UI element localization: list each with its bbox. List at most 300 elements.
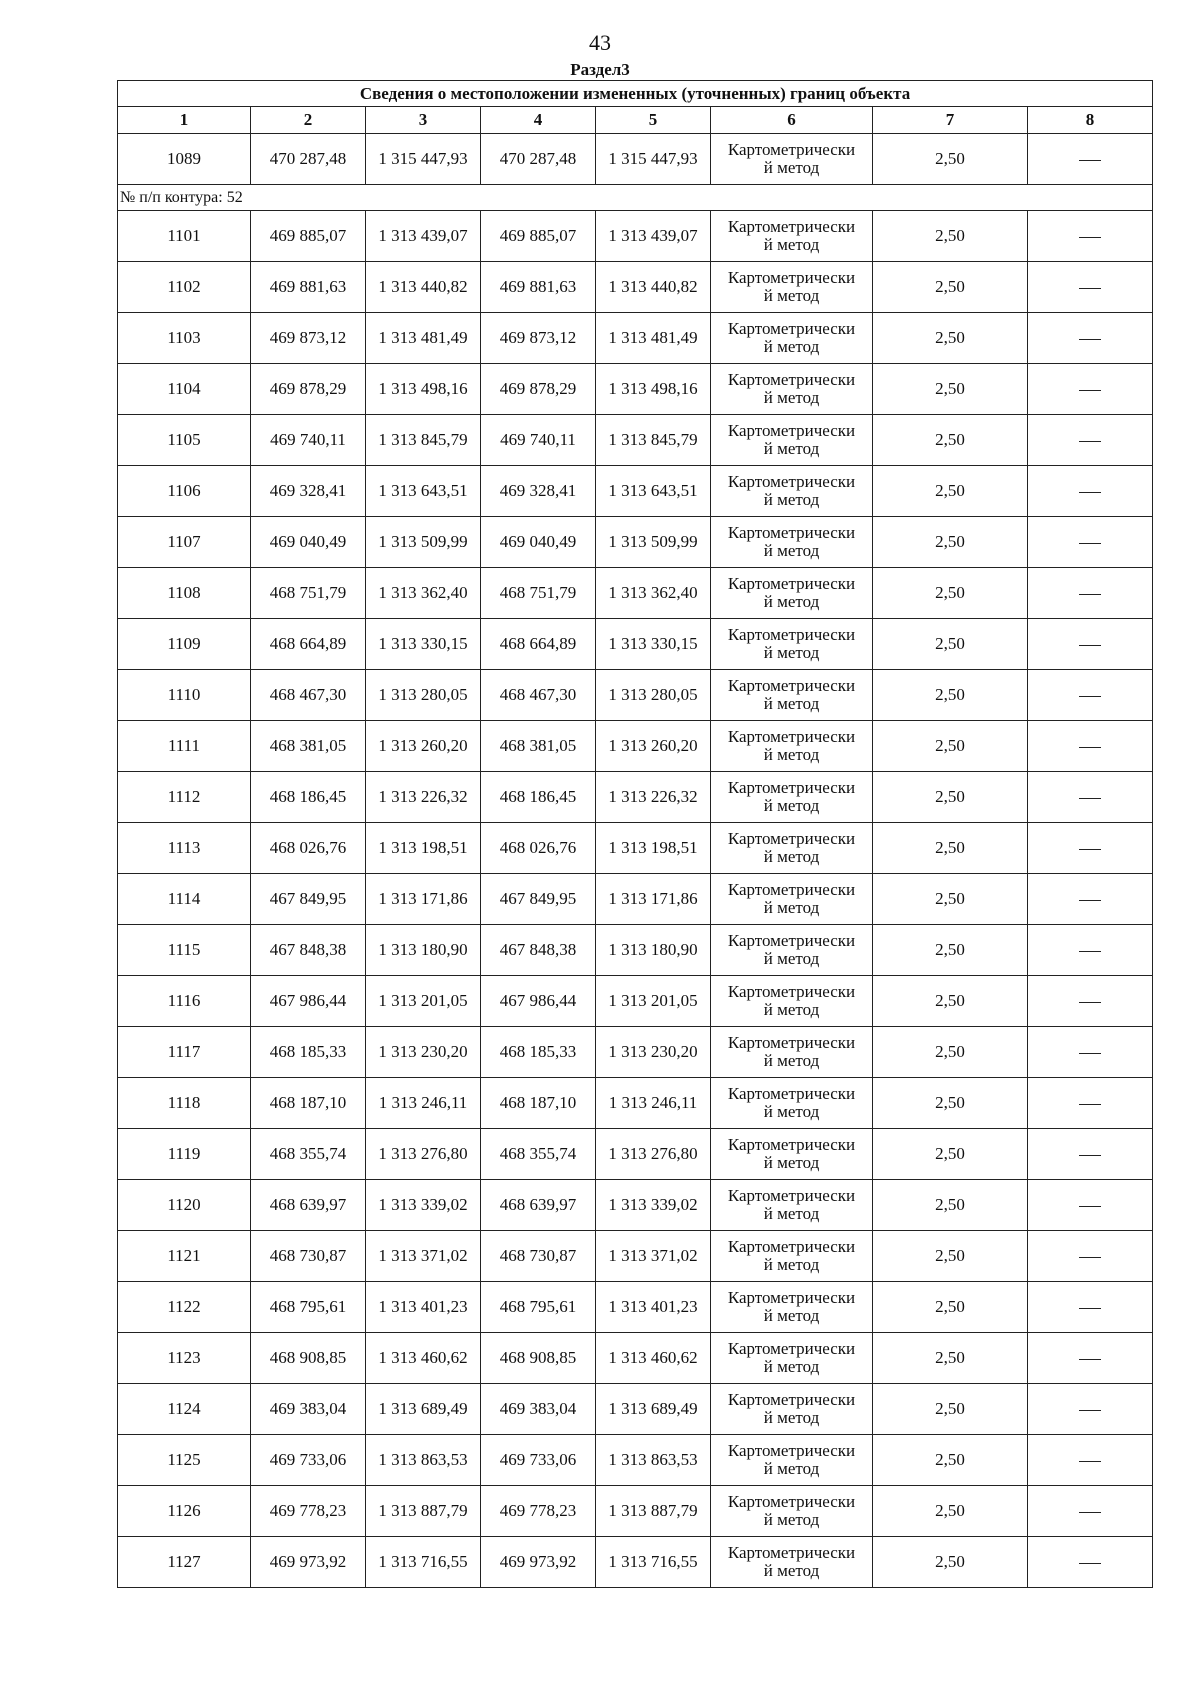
x-refined: 468 187,10 — [481, 1078, 596, 1129]
x-existing: 469 778,23 — [251, 1486, 366, 1537]
point-number: 1117 — [118, 1027, 251, 1078]
point-number: 1106 — [118, 466, 251, 517]
method-cell — [711, 1231, 873, 1282]
y-refined: 1 313 362,40 — [596, 568, 711, 619]
y-existing: 1 313 180,90 — [366, 925, 481, 976]
method-line2: й метод — [763, 1000, 820, 1019]
point-number: 1122 — [118, 1282, 251, 1333]
accuracy-cell: 2,50 — [873, 1282, 1028, 1333]
method-line1: Картометрически — [727, 676, 856, 695]
y-refined: 1 313 863,53 — [596, 1435, 711, 1486]
dash-cell — [1028, 1384, 1153, 1435]
dash-cell — [1028, 313, 1153, 364]
y-existing: 1 313 887,79 — [366, 1486, 481, 1537]
method-cell — [711, 134, 873, 185]
x-existing: 468 026,76 — [251, 823, 366, 874]
dash-cell — [1028, 1333, 1153, 1384]
y-existing: 1 313 460,62 — [366, 1333, 481, 1384]
column-header: 5 — [596, 107, 711, 134]
x-existing: 468 908,85 — [251, 1333, 366, 1384]
method-line2: й метод — [763, 1102, 820, 1121]
y-existing: 1 313 509,99 — [366, 517, 481, 568]
x-existing: 470 287,48 — [251, 134, 366, 185]
dash-mark — [1079, 594, 1101, 595]
method-line1: Картометрически — [727, 778, 856, 797]
method-line1: Картометрически — [727, 140, 856, 159]
y-existing: 1 313 230,20 — [366, 1027, 481, 1078]
point-number: 1102 — [118, 262, 251, 313]
x-refined: 468 026,76 — [481, 823, 596, 874]
dash-cell — [1028, 568, 1153, 619]
table-row — [118, 1435, 1153, 1486]
accuracy-cell: 2,50 — [873, 1078, 1028, 1129]
y-existing: 1 315 447,93 — [366, 134, 481, 185]
y-refined: 1 313 460,62 — [596, 1333, 711, 1384]
dash-cell — [1028, 874, 1153, 925]
y-refined: 1 313 689,49 — [596, 1384, 711, 1435]
table-row — [118, 1486, 1153, 1537]
y-existing: 1 313 226,32 — [366, 772, 481, 823]
column-header: 6 — [711, 107, 873, 134]
x-refined: 468 355,74 — [481, 1129, 596, 1180]
table-row — [118, 1129, 1153, 1180]
x-existing: 469 878,29 — [251, 364, 366, 415]
dash-mark — [1079, 1155, 1101, 1156]
dash-mark — [1079, 492, 1101, 493]
accuracy-cell: 2,50 — [873, 976, 1028, 1027]
x-refined: 468 795,61 — [481, 1282, 596, 1333]
table-row — [118, 1027, 1153, 1078]
method-cell — [711, 976, 873, 1027]
method-cell — [711, 211, 873, 262]
table-row — [118, 262, 1153, 313]
y-refined: 1 313 230,20 — [596, 1027, 711, 1078]
x-refined: 468 639,97 — [481, 1180, 596, 1231]
method-line1: Картометрически — [727, 625, 856, 644]
x-refined: 470 287,48 — [481, 134, 596, 185]
x-refined: 468 664,89 — [481, 619, 596, 670]
dash-cell — [1028, 1435, 1153, 1486]
table-row — [118, 823, 1153, 874]
x-existing: 469 881,63 — [251, 262, 366, 313]
dash-cell — [1028, 364, 1153, 415]
point-number: 1120 — [118, 1180, 251, 1231]
y-existing: 1 313 845,79 — [366, 415, 481, 466]
accuracy-cell: 2,50 — [873, 1231, 1028, 1282]
dash-cell — [1028, 925, 1153, 976]
y-refined: 1 313 643,51 — [596, 466, 711, 517]
column-header: 4 — [481, 107, 596, 134]
x-refined: 468 908,85 — [481, 1333, 596, 1384]
y-existing: 1 313 362,40 — [366, 568, 481, 619]
dash-cell — [1028, 1537, 1153, 1588]
dash-mark — [1079, 1053, 1101, 1054]
point-number: 1103 — [118, 313, 251, 364]
table-row — [118, 1282, 1153, 1333]
point-number: 1119 — [118, 1129, 251, 1180]
table-row — [118, 772, 1153, 823]
accuracy-cell: 2,50 — [873, 823, 1028, 874]
x-existing: 467 849,95 — [251, 874, 366, 925]
method-line2: й метод — [763, 1510, 820, 1529]
dash-cell — [1028, 415, 1153, 466]
dash-mark — [1079, 1104, 1101, 1105]
x-refined: 469 733,06 — [481, 1435, 596, 1486]
x-existing: 468 751,79 — [251, 568, 366, 619]
method-line2: й метод — [763, 1204, 820, 1223]
y-existing: 1 313 198,51 — [366, 823, 481, 874]
method-cell — [711, 313, 873, 364]
dash-mark — [1079, 543, 1101, 544]
accuracy-cell: 2,50 — [873, 925, 1028, 976]
y-refined: 1 313 371,02 — [596, 1231, 711, 1282]
method-line2: й метод — [763, 337, 820, 356]
accuracy-cell: 2,50 — [873, 517, 1028, 568]
y-refined: 1 313 439,07 — [596, 211, 711, 262]
dash-cell — [1028, 619, 1153, 670]
method-line1: Картометрически — [727, 472, 856, 491]
point-number: 1125 — [118, 1435, 251, 1486]
accuracy-cell: 2,50 — [873, 670, 1028, 721]
x-refined: 468 185,33 — [481, 1027, 596, 1078]
x-refined: 469 881,63 — [481, 262, 596, 313]
y-existing: 1 313 339,02 — [366, 1180, 481, 1231]
column-header: 7 — [873, 107, 1028, 134]
method-line2: й метод — [763, 1459, 820, 1478]
dash-mark — [1079, 390, 1101, 391]
method-line2: й метод — [763, 694, 820, 713]
method-cell — [711, 1027, 873, 1078]
point-number: 1115 — [118, 925, 251, 976]
dash-mark — [1079, 1563, 1101, 1564]
method-line2: й метод — [763, 592, 820, 611]
dash-cell — [1028, 1180, 1153, 1231]
x-existing: 468 795,61 — [251, 1282, 366, 1333]
accuracy-cell: 2,50 — [873, 1180, 1028, 1231]
method-cell — [711, 1078, 873, 1129]
method-line1: Картометрически — [727, 1135, 856, 1154]
accuracy-cell: 2,50 — [873, 1333, 1028, 1384]
contour-row — [118, 185, 1153, 211]
method-cell — [711, 721, 873, 772]
method-line2: й метод — [763, 388, 820, 407]
method-cell — [711, 619, 873, 670]
method-line2: й метод — [763, 1561, 820, 1580]
point-number: 1123 — [118, 1333, 251, 1384]
method-line2: й метод — [763, 235, 820, 254]
x-existing: 469 973,92 — [251, 1537, 366, 1588]
x-refined: 469 878,29 — [481, 364, 596, 415]
x-existing: 468 467,30 — [251, 670, 366, 721]
y-refined: 1 313 339,02 — [596, 1180, 711, 1231]
x-refined: 469 328,41 — [481, 466, 596, 517]
point-number: 1114 — [118, 874, 251, 925]
x-refined: 469 383,04 — [481, 1384, 596, 1435]
dash-cell — [1028, 466, 1153, 517]
dash-mark — [1079, 1461, 1101, 1462]
point-number: 1112 — [118, 772, 251, 823]
table-row — [118, 466, 1153, 517]
dash-cell — [1028, 721, 1153, 772]
accuracy-cell: 2,50 — [873, 466, 1028, 517]
y-refined: 1 313 180,90 — [596, 925, 711, 976]
point-number: 1121 — [118, 1231, 251, 1282]
dash-mark — [1079, 747, 1101, 748]
y-refined: 1 313 498,16 — [596, 364, 711, 415]
dash-mark — [1079, 441, 1101, 442]
method-line2: й метод — [763, 1051, 820, 1070]
x-refined: 468 186,45 — [481, 772, 596, 823]
table-row — [118, 976, 1153, 1027]
point-number: 1111 — [118, 721, 251, 772]
method-line2: й метод — [763, 541, 820, 560]
accuracy-cell: 2,50 — [873, 415, 1028, 466]
method-line1: Картометрически — [727, 1237, 856, 1256]
dash-cell — [1028, 772, 1153, 823]
y-existing: 1 313 498,16 — [366, 364, 481, 415]
x-existing: 469 040,49 — [251, 517, 366, 568]
method-line2: й метод — [763, 1357, 820, 1376]
x-existing: 469 873,12 — [251, 313, 366, 364]
y-existing: 1 313 440,82 — [366, 262, 481, 313]
method-line1: Картометрически — [727, 1339, 856, 1358]
method-line2: й метод — [763, 1255, 820, 1274]
y-existing: 1 313 481,49 — [366, 313, 481, 364]
method-line2: й метод — [763, 643, 820, 662]
x-refined: 467 986,44 — [481, 976, 596, 1027]
dash-mark — [1079, 339, 1101, 340]
dash-mark — [1079, 951, 1101, 952]
accuracy-cell: 2,50 — [873, 1537, 1028, 1588]
y-existing: 1 313 863,53 — [366, 1435, 481, 1486]
method-line1: Картометрически — [727, 1543, 856, 1562]
accuracy-cell: 2,50 — [873, 1384, 1028, 1435]
y-refined: 1 313 276,80 — [596, 1129, 711, 1180]
dash-mark — [1079, 1002, 1101, 1003]
dash-mark — [1079, 1512, 1101, 1513]
y-refined: 1 313 481,49 — [596, 313, 711, 364]
y-refined: 1 313 198,51 — [596, 823, 711, 874]
method-line1: Картометрически — [727, 982, 856, 1001]
method-cell — [711, 466, 873, 517]
method-line1: Картометрически — [727, 523, 856, 542]
method-line1: Картометрически — [727, 829, 856, 848]
point-number: 1124 — [118, 1384, 251, 1435]
table-row — [118, 1231, 1153, 1282]
x-existing: 469 328,41 — [251, 466, 366, 517]
dash-cell — [1028, 517, 1153, 568]
y-existing: 1 313 371,02 — [366, 1231, 481, 1282]
method-line2: й метод — [763, 898, 820, 917]
method-line2: й метод — [763, 1153, 820, 1172]
x-existing: 468 355,74 — [251, 1129, 366, 1180]
table-row — [118, 1384, 1153, 1435]
dash-cell — [1028, 1078, 1153, 1129]
method-line1: Картометрически — [727, 319, 856, 338]
method-line1: Картометрически — [727, 574, 856, 593]
x-refined: 469 740,11 — [481, 415, 596, 466]
x-refined: 468 381,05 — [481, 721, 596, 772]
method-cell — [711, 823, 873, 874]
table-row — [118, 1333, 1153, 1384]
method-line1: Картометрически — [727, 1288, 856, 1307]
coordinates-table — [117, 80, 1153, 1588]
method-cell — [711, 517, 873, 568]
accuracy-cell: 2,50 — [873, 874, 1028, 925]
y-refined: 1 313 401,23 — [596, 1282, 711, 1333]
page-number: 43 — [589, 30, 611, 55]
point-number: 1101 — [118, 211, 251, 262]
y-refined: 1 313 330,15 — [596, 619, 711, 670]
column-header-row — [118, 107, 1153, 134]
table-row — [118, 415, 1153, 466]
method-line1: Картометрически — [727, 1492, 856, 1511]
x-refined: 469 973,92 — [481, 1537, 596, 1588]
x-refined: 468 751,79 — [481, 568, 596, 619]
point-number: 1104 — [118, 364, 251, 415]
x-refined: 469 778,23 — [481, 1486, 596, 1537]
x-existing: 468 730,87 — [251, 1231, 366, 1282]
dash-mark — [1079, 160, 1101, 161]
dash-mark — [1079, 900, 1101, 901]
method-line2: й метод — [763, 949, 820, 968]
y-refined: 1 313 440,82 — [596, 262, 711, 313]
table-row — [118, 568, 1153, 619]
method-line1: Картометрически — [727, 1390, 856, 1409]
dash-cell — [1028, 262, 1153, 313]
accuracy-cell: 2,50 — [873, 134, 1028, 185]
y-refined: 1 313 280,05 — [596, 670, 711, 721]
y-existing: 1 313 330,15 — [366, 619, 481, 670]
method-line2: й метод — [763, 796, 820, 815]
accuracy-cell: 2,50 — [873, 1486, 1028, 1537]
table-row — [118, 874, 1153, 925]
x-existing: 469 733,06 — [251, 1435, 366, 1486]
dash-cell — [1028, 1231, 1153, 1282]
table-row — [118, 517, 1153, 568]
method-cell — [711, 1486, 873, 1537]
dash-cell — [1028, 211, 1153, 262]
method-line2: й метод — [763, 847, 820, 866]
dash-mark — [1079, 1359, 1101, 1360]
accuracy-cell: 2,50 — [873, 772, 1028, 823]
x-existing: 468 186,45 — [251, 772, 366, 823]
method-cell — [711, 670, 873, 721]
point-number: 1118 — [118, 1078, 251, 1129]
accuracy-cell: 2,50 — [873, 1027, 1028, 1078]
dash-cell — [1028, 1129, 1153, 1180]
dash-mark — [1079, 696, 1101, 697]
accuracy-cell: 2,50 — [873, 619, 1028, 670]
accuracy-cell: 2,50 — [873, 262, 1028, 313]
dash-cell — [1028, 823, 1153, 874]
point-number: 1109 — [118, 619, 251, 670]
y-refined: 1 313 246,11 — [596, 1078, 711, 1129]
x-existing: 468 639,97 — [251, 1180, 366, 1231]
method-cell — [711, 1537, 873, 1588]
point-number: 1110 — [118, 670, 251, 721]
dash-cell — [1028, 976, 1153, 1027]
point-number: 1089 — [118, 134, 251, 185]
method-cell — [711, 364, 873, 415]
point-number: 1127 — [118, 1537, 251, 1588]
method-line1: Картометрически — [727, 421, 856, 440]
x-refined: 467 849,95 — [481, 874, 596, 925]
table-row — [118, 925, 1153, 976]
column-header: 8 — [1028, 107, 1153, 134]
dash-mark — [1079, 288, 1101, 289]
y-existing: 1 313 171,86 — [366, 874, 481, 925]
method-line2: й метод — [763, 158, 820, 177]
table-row — [118, 670, 1153, 721]
method-cell — [711, 1384, 873, 1435]
point-number: 1126 — [118, 1486, 251, 1537]
dash-mark — [1079, 237, 1101, 238]
y-existing: 1 313 276,80 — [366, 1129, 481, 1180]
y-existing: 1 313 401,23 — [366, 1282, 481, 1333]
column-header: 2 — [251, 107, 366, 134]
method-line1: Картометрически — [727, 217, 856, 236]
method-cell — [711, 1180, 873, 1231]
table-row — [118, 619, 1153, 670]
table-body — [118, 134, 1153, 1588]
dash-cell — [1028, 1282, 1153, 1333]
method-line1: Картометрически — [727, 1033, 856, 1052]
column-header: 1 — [118, 107, 251, 134]
method-line2: й метод — [763, 745, 820, 764]
table-row — [118, 1537, 1153, 1588]
point-number: 1116 — [118, 976, 251, 1027]
x-refined: 469 885,07 — [481, 211, 596, 262]
y-refined: 1 313 509,99 — [596, 517, 711, 568]
method-line1: Картометрически — [727, 1441, 856, 1460]
dash-cell — [1028, 1486, 1153, 1537]
method-cell — [711, 874, 873, 925]
accuracy-cell: 2,50 — [873, 1129, 1028, 1180]
dash-mark — [1079, 645, 1101, 646]
accuracy-cell: 2,50 — [873, 313, 1028, 364]
dash-cell — [1028, 1027, 1153, 1078]
dash-mark — [1079, 798, 1101, 799]
x-refined: 467 848,38 — [481, 925, 596, 976]
y-existing: 1 313 280,05 — [366, 670, 481, 721]
method-cell — [711, 1435, 873, 1486]
y-existing: 1 313 201,05 — [366, 976, 481, 1027]
method-line2: й метод — [763, 439, 820, 458]
method-line2: й метод — [763, 1306, 820, 1325]
y-existing: 1 313 246,11 — [366, 1078, 481, 1129]
dash-mark — [1079, 1308, 1101, 1309]
y-refined: 1 313 845,79 — [596, 415, 711, 466]
section-title: Раздел3 — [570, 60, 630, 79]
method-cell — [711, 772, 873, 823]
x-existing: 468 664,89 — [251, 619, 366, 670]
method-line1: Картометрически — [727, 727, 856, 746]
method-cell — [711, 262, 873, 313]
y-existing: 1 313 689,49 — [366, 1384, 481, 1435]
table-row — [118, 1180, 1153, 1231]
table-row — [118, 313, 1153, 364]
method-cell — [711, 415, 873, 466]
method-cell — [711, 1282, 873, 1333]
accuracy-cell: 2,50 — [873, 364, 1028, 415]
method-line1: Картометрически — [727, 880, 856, 899]
x-refined: 469 040,49 — [481, 517, 596, 568]
accuracy-cell: 2,50 — [873, 568, 1028, 619]
x-existing: 468 381,05 — [251, 721, 366, 772]
x-refined: 468 730,87 — [481, 1231, 596, 1282]
table-row — [118, 1078, 1153, 1129]
